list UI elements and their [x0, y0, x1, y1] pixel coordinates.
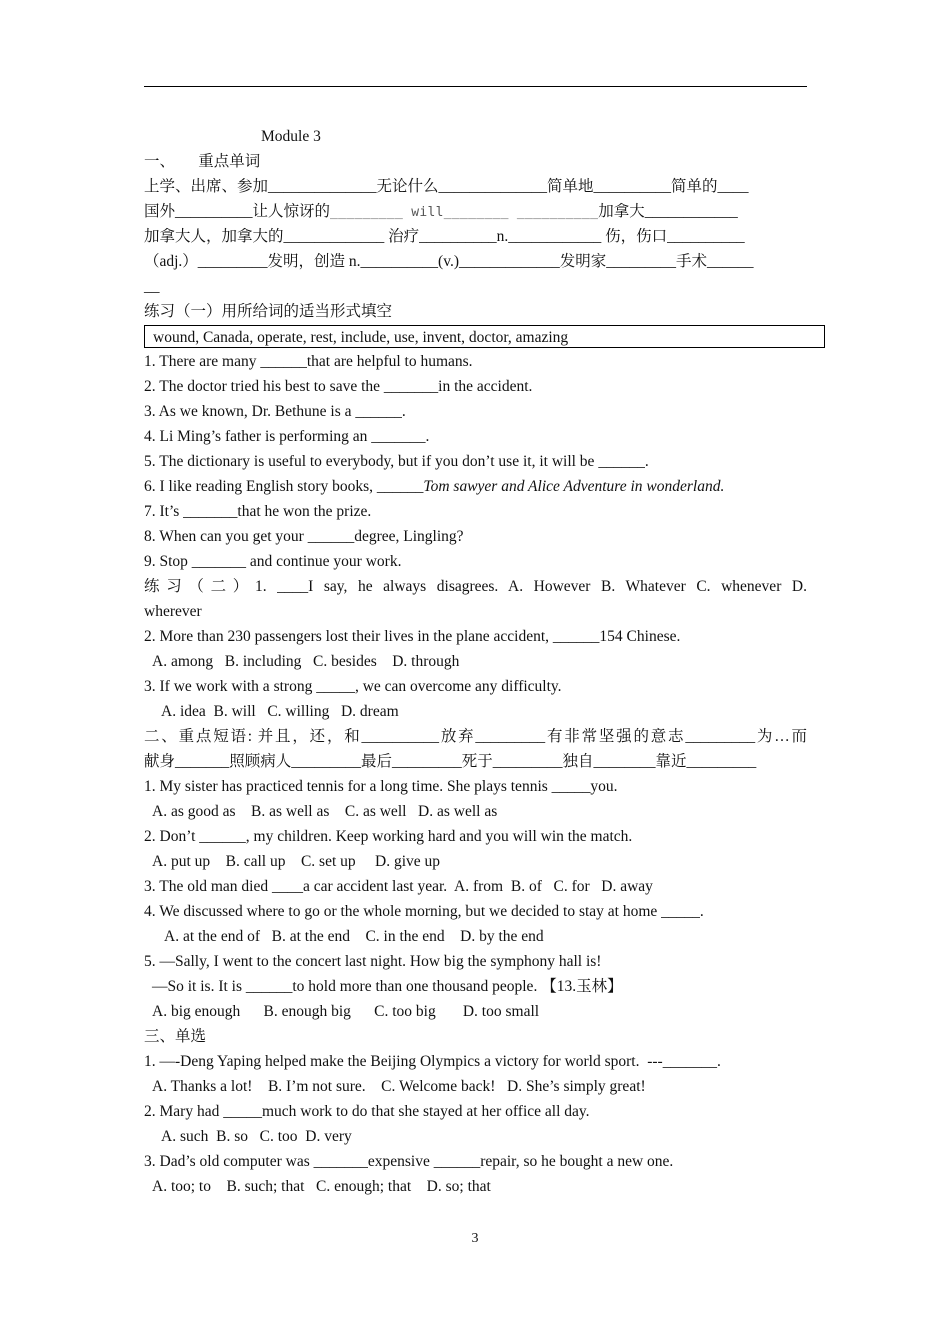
answer-options: A. too; to B. such; that C. enough; that D. so; that: [152, 1178, 491, 1195]
exercise-2-question-cont: wherever: [144, 603, 202, 620]
vocab-line-1: 上学、出席、参加______________无论什么______________简单地__________简单的____: [144, 178, 749, 195]
exercise-1-question: 8. When can you get your ______degree, Lingling?: [144, 528, 464, 545]
exercise-1-question: 2. The doctor tried his best to save the _______in the accident.: [144, 378, 533, 395]
vocab-line-2-part-b: _________ will________ __________: [330, 205, 599, 220]
exercise-2-question: 3. If we work with a strong _____, we can overcome any difficulty.: [144, 678, 562, 695]
exercise-2-question: 练习（二）1. ____I say, he always disagrees. A. However B. Whatever C. whenever D.: [144, 578, 807, 595]
answer-options: A. such B. so C. too D. very: [161, 1128, 352, 1145]
vocab-line-3: 加拿大人，加拿大的_____________ 治疗__________n.____________ 伤，伤口__________: [144, 228, 745, 245]
answer-options: A. idea B. will C. willing D. dream: [161, 703, 399, 720]
question-text: 6. I like reading English story books, ______: [144, 478, 424, 495]
single-choice-question: 3. Dad’s old computer was _______expensive ______repair, so he bought a new one.: [144, 1153, 674, 1170]
phrase-question: 3. The old man died ____a car accident last year. A. from B. of C. for D. away: [144, 878, 653, 895]
phrases-line-1: 二、重点短语: 并且，还，和__________放弃_________有非常坚强的意志_________为…而: [144, 728, 807, 745]
exercise-2-question: 2. More than 230 passengers lost their lives in the plane accident, ______154 Chinese.: [144, 628, 681, 645]
word-bank-box: wound, Canada, operate, rest, include, use, invent, doctor, amazing: [144, 325, 825, 348]
exercise-1-heading: 练习（一）用所给词的适当形式填空: [144, 303, 393, 320]
single-choice-question: 1. —-Deng Yaping helped make the Beijing Olympics a victory for world sport. ---_______.: [144, 1053, 721, 1070]
vocab-line-2-part-c: 加拿大____________: [598, 203, 738, 220]
exercise-1-question: 7. It’s _______that he won the prize.: [144, 503, 372, 520]
worksheet-body: [144, 124, 807, 1199]
single-choice-heading: 三、单选: [144, 1028, 207, 1045]
module-title: Module 3: [261, 128, 321, 145]
vocab-line-2: [144, 199, 807, 224]
vocab-line-2-part-a: 国外__________让人惊讶的: [144, 203, 331, 220]
answer-options: A. big enough B. enough big C. too big D. too small: [152, 1003, 540, 1020]
exercise-1-question: 1. There are many ______that are helpful to humans.: [144, 353, 473, 370]
answer-options: A. as good as B. as well as C. as well D. as well as: [152, 803, 498, 820]
exercise-1-question: 5. The dictionary is useful to everybody, but if you don’t use it, it will be ______.: [144, 453, 649, 470]
book-titles: Tom sawyer and Alice Adventure in wonderland.: [423, 478, 725, 495]
answer-options: A. put up B. call up C. set up D. give up: [152, 853, 441, 870]
exercise-1-question: 3. As we known, Dr. Bethune is a ______.: [144, 403, 406, 420]
phrase-question: 2. Don’t ______, my children. Keep working hard and you will win the match.: [144, 828, 633, 845]
answer-options: A. at the end of B. at the end C. in the end D. by the end: [164, 928, 544, 945]
phrase-question: 5. —Sally, I went to the concert last night. How big the symphony hall is!: [144, 953, 602, 970]
phrase-question-cont: —So it is. It is ______to hold more than one thousand people. 【13.玉林】: [152, 978, 623, 995]
exercise-1-question: 9. Stop _______ and continue your work.: [144, 553, 402, 570]
exercise-1-question: [144, 474, 807, 499]
phrases-line-2: 献身_______照顾病人_________最后_________死于_________独自________靠近_________: [144, 753, 757, 770]
exercise-1-question: 4. Li Ming’s father is performing an _______.: [144, 428, 430, 445]
vocab-line-5: __: [144, 278, 160, 295]
page-number: 3: [471, 1231, 479, 1246]
vocab-heading: 一、 重点单词: [144, 153, 261, 170]
vocab-line-4: （adj.）_________发明，创造 n.__________(v.)_____________发明家_________手术______: [144, 253, 754, 270]
header-rule: [144, 86, 807, 87]
phrase-question: 1. My sister has practiced tennis for a long time. She plays tennis _____you.: [144, 778, 618, 795]
single-choice-question: 2. Mary had _____much work to do that she stayed at her office all day.: [144, 1103, 590, 1120]
answer-options: A. among B. including C. besides D. through: [152, 653, 460, 670]
phrase-question: 4. We discussed where to go or the whole morning, but we decided to stay at home _____.: [144, 903, 704, 920]
answer-options: A. Thanks a lot! B. I’m not sure. C. Welcome back! D. She’s simply great!: [152, 1078, 646, 1095]
